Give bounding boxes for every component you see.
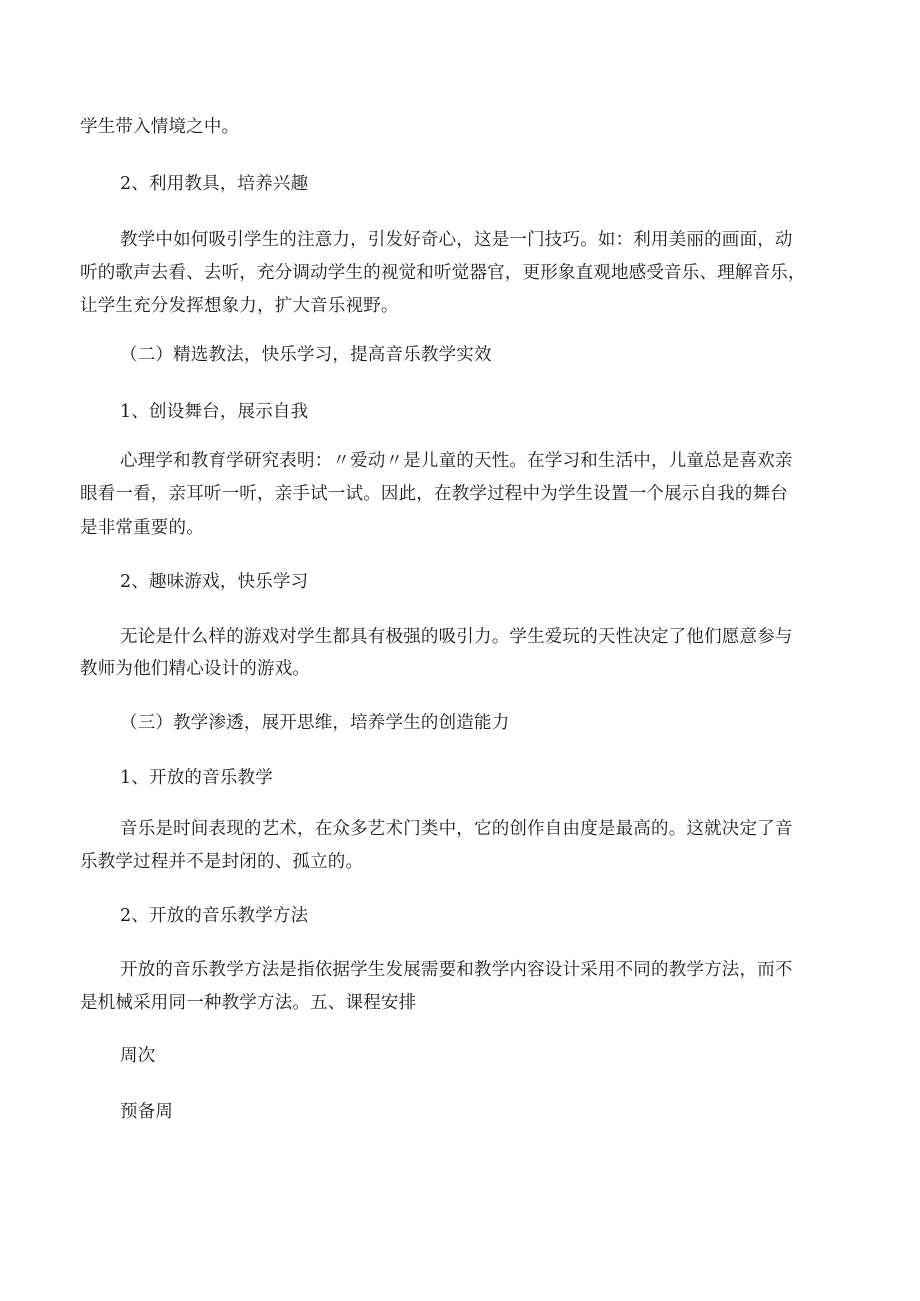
- schedule-label-week: 周次: [120, 1046, 156, 1066]
- section-heading-two: （二）精选教法，快乐学习，提高音乐教学实效: [120, 345, 492, 365]
- paragraph-games-line-2: 教师为他们精心设计的游戏。: [80, 659, 311, 679]
- paragraph-games-line-1: 无论是什么样的游戏对学生都具有极强的吸引力。学生爱玩的天性决定了他们愿意参与: [120, 627, 793, 647]
- paragraph-continuation-line: 学生带入情境之中。: [80, 117, 240, 137]
- paragraph-stage-line-3: 是非常重要的。: [80, 518, 204, 538]
- paragraph-stage-line-1: 心理学和教育学研究表明：〃爱动〃是儿童的天性。在学习和生活中，儿童总是喜欢亲: [120, 451, 793, 471]
- subheading-open-teaching: 1、开放的音乐教学: [120, 768, 273, 788]
- paragraph-stage-line-2: 眼看一看，亲耳听一听，亲手试一试。因此，在教学过程中为学生设置一个展示自我的舞台: [80, 484, 788, 504]
- subheading-use-teaching-aids: 2、利用教具，培养兴趣: [120, 174, 309, 194]
- paragraph-open-methods-line-1: 开放的音乐教学方法是指依据学生发展需要和教学内容设计采用不同的教学方法，而不: [120, 960, 793, 980]
- subheading-create-stage: 1、创设舞台，展示自我: [120, 402, 309, 422]
- subheading-fun-games: 2、趣味游戏，快乐学习: [120, 572, 309, 592]
- section-heading-three: （三）教学渗透，展开思维，培养学生的创造能力: [120, 713, 510, 733]
- paragraph-open-teaching-line-2: 乐教学过程并不是封闭的、孤立的。: [80, 852, 364, 872]
- paragraph-teaching-aids-line-3: 让学生充分发挥想象力，扩大音乐视野。: [80, 296, 399, 316]
- paragraph-open-methods-line-2: 是机械采用同一种教学方法。五、课程安排: [80, 993, 417, 1013]
- paragraph-open-teaching-line-1: 音乐是时间表现的艺术，在众多艺术门类中，它的创作自由度是最高的。这就决定了音: [120, 819, 793, 839]
- paragraph-teaching-aids-line-1: 教学中如何吸引学生的注意力，引发好奇心，这是一门技巧。如：利用美丽的画面，动: [120, 230, 793, 250]
- schedule-label-prep-week: 预备周: [120, 1102, 174, 1122]
- paragraph-teaching-aids-line-2: 听的歌声去看、去听，充分调动学生的视觉和听觉器官，更形象直观地感受音乐、理解音乐，: [80, 263, 806, 283]
- subheading-open-methods: 2、开放的音乐教学方法: [120, 906, 309, 926]
